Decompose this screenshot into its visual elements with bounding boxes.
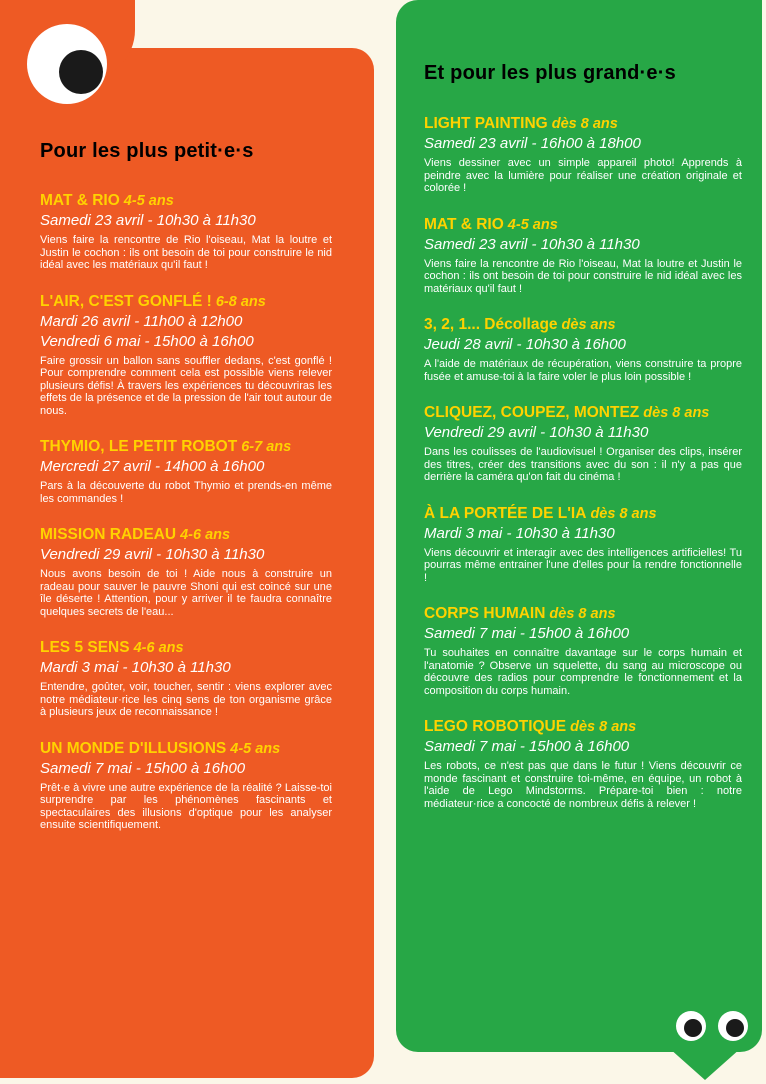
- activity-name: UN MONDE D'ILLUSIONS: [40, 739, 227, 757]
- activity-block: [40, 739, 332, 832]
- activity-description: Faire grossir un ballon sans souffler dedans, c'est gonflé ! Pour comprendre comment cela est possible viens relever plusieurs défis! À travers les expériences tu découvriras les effets de la présence et de la pression de l'air tout autour de nous.: [40, 354, 332, 417]
- activity-block: [424, 403, 742, 484]
- eye-icon: [718, 1011, 748, 1041]
- activity-name: CORPS HUMAIN: [424, 605, 546, 622]
- activity-description: Dans les coulisses de l'audiovisuel ! Organiser des clips, insérer des titres, créer des transitions avec du son : il n'y a pas que derrière la caméra qu'on fait du cinéma !: [424, 446, 742, 483]
- activity-title: [424, 717, 742, 737]
- activity-date: Samedi 7 mai - 15h00 à 16h00: [424, 738, 630, 755]
- activity-date: Vendredi 29 avril - 10h30 à 11h30: [40, 546, 265, 563]
- activity-block: [40, 525, 332, 618]
- activity-name: 3, 2, 1... Décollage: [424, 316, 558, 333]
- activity-date: Mardi 26 avril - 11h00 à 12h00: [40, 312, 243, 330]
- activity-block: [424, 717, 742, 810]
- activity-date: Mardi 3 mai - 10h30 à 11h30: [424, 524, 615, 542]
- activity-description: Viens faire la rencontre de Rio l'oiseau, Mat la loutre et Justin le cochon : ils ont besoin de toi pour construire le nid idéal avec les matériaux qu'il faut !: [40, 234, 332, 271]
- activity-block: [40, 292, 332, 418]
- left-column: [40, 140, 332, 852]
- activity-block: [40, 437, 332, 505]
- activity-name: À LA PORTÉE DE L'IA: [424, 504, 587, 522]
- activity-title: [424, 215, 742, 235]
- activity-age: dès 8 ans: [643, 405, 710, 421]
- activity-title: [40, 739, 332, 759]
- activity-age: 4-6 ans: [133, 640, 184, 656]
- activity-title: [40, 191, 332, 211]
- activity-date: Samedi 23 avril - 16h00 à 18h00: [424, 135, 641, 152]
- activity-age: 4-5 ans: [123, 193, 174, 209]
- eye-icon: [27, 24, 107, 104]
- activity-block: [424, 114, 742, 195]
- activity-title: [40, 638, 332, 658]
- activity-name: L'AIR, C'EST GONFLÉ !: [40, 292, 212, 310]
- activity-block: [424, 504, 742, 585]
- activity-age: dès ans: [561, 317, 616, 333]
- activity-name: MAT & RIO: [424, 215, 504, 233]
- activity-block: [424, 215, 742, 296]
- section-title: Et pour les plus grand·e·s: [424, 62, 676, 84]
- activity-description: Nous avons besoin de toi ! Aide nous à construire un radeau pour sauver le pauvre Shoni qui est coincé sur une île déserte ! Attention, pour y arriver il te faudra connaître quelques secrets de l'eau...: [40, 568, 332, 618]
- activity-name: THYMIO, LE PETIT ROBOT: [40, 438, 238, 455]
- activity-date: Jeudi 28 avril - 10h30 à 16h00: [424, 336, 626, 353]
- activity-date: Mardi 3 mai - 10h30 à 11h30: [40, 659, 231, 676]
- activity-description: Viens découvrir et interagir avec des intelligences artificielles! Tu pourras même entrainer l'une d'elles pour la rendre fonctionnelle !: [424, 546, 742, 584]
- activity-description: Les robots, ce n'est pas que dans le futur ! Viens découvrir ce monde fascinant et construire toi-même, en équipe, un robot à l'aide de Lego Mindstorms. Prépare-toi bien : notre médiateur·rice a concocté de nombreux défis à relever !: [424, 760, 742, 810]
- activity-description: Viens dessiner avec un simple appareil photo! Apprends à peindre avec la lumière pour réaliser une création originale et colorée !: [424, 157, 742, 194]
- activity-title: [40, 292, 332, 312]
- activity-block: [424, 315, 742, 383]
- activity-description: A l'aide de matériaux de récupération, viens construire ta propre fusée et amuse-toi à la faire voler le plus loin possible !: [424, 358, 742, 383]
- activity-name: MISSION RADEAU: [40, 526, 177, 543]
- activity-age: 4-5 ans: [230, 740, 281, 757]
- activity-block: [424, 604, 742, 697]
- activity-date: Vendredi 29 avril - 10h30 à 11h30: [424, 424, 649, 441]
- activity-age: 6-8 ans: [215, 293, 266, 310]
- activity-date: Samedi 23 avril - 10h30 à 11h30: [40, 212, 256, 229]
- activity-title: [424, 315, 742, 335]
- activity-date: Samedi 7 mai - 15h00 à 16h00: [40, 759, 246, 777]
- activity-name: LES 5 SENS: [40, 639, 130, 656]
- activity-title: [424, 114, 742, 134]
- activity-age: 6-7 ans: [241, 439, 292, 455]
- activity-description: Tu souhaites en connaître davantage sur le corps humain et l'anatomie ? Observe un squelette, du sang au microscope ou découvre des radios pour comprendre le fonctionnement et la composition du corps humain.: [424, 647, 742, 697]
- activity-title: [424, 504, 742, 524]
- activity-date: Vendredi 6 mai - 15h00 à 16h00: [40, 332, 254, 350]
- activity-block: [40, 638, 332, 719]
- activity-age: 4-6 ans: [180, 527, 231, 543]
- activity-title: [40, 437, 332, 457]
- activity-age: dès 8 ans: [549, 606, 616, 622]
- activity-description: Entendre, goûter, voir, toucher, sentir : viens explorer avec notre médiateur·rice les cinq sens de ton organisme grâce à plusieurs jeux de reconnaissance !: [40, 681, 332, 718]
- activity-date: Samedi 23 avril - 10h30 à 11h30: [424, 235, 640, 253]
- speech-tail: [660, 1040, 750, 1080]
- activity-age: dès 8 ans: [551, 116, 618, 132]
- activity-title: [424, 604, 742, 624]
- eye-icon: [676, 1011, 706, 1041]
- activity-name: MAT & RIO: [40, 192, 120, 209]
- activity-description: Viens faire la rencontre de Rio l'oiseau, Mat la loutre et Justin le cochon : ils ont besoin de toi pour construire le nid idéal avec les matériaux qu'il faut !: [424, 257, 742, 295]
- activity-description: Prêt·e à vivre une autre expérience de la réalité ? Laisse-toi surprendre par les phénomènes fascinants et spectaculaires des illusions d'optique pour les analyser ensuite scientifiquement.: [40, 781, 332, 831]
- activity-name: LEGO ROBOTIQUE: [424, 718, 567, 735]
- activity-list: [40, 191, 332, 832]
- activity-block: [40, 191, 332, 272]
- pupil: [59, 50, 103, 94]
- activity-date: Samedi 7 mai - 15h00 à 16h00: [424, 625, 630, 642]
- activity-age: 4-5 ans: [507, 216, 558, 233]
- activity-date: Mercredi 27 avril - 14h00 à 16h00: [40, 458, 265, 475]
- right-column: [424, 62, 742, 830]
- activity-age: dès 8 ans: [570, 719, 637, 735]
- activity-name: CLIQUEZ, COUPEZ, MONTEZ: [424, 404, 640, 421]
- activity-name: LIGHT PAINTING: [424, 115, 548, 132]
- activity-list: [424, 114, 742, 810]
- section-title: Pour les plus petit·e·s: [40, 140, 254, 162]
- activity-age: dès 8 ans: [590, 505, 657, 522]
- activity-description: Pars à la découverte du robot Thymio et prends-en même les commandes !: [40, 480, 332, 505]
- activity-title: [424, 403, 742, 423]
- activity-title: [40, 525, 332, 545]
